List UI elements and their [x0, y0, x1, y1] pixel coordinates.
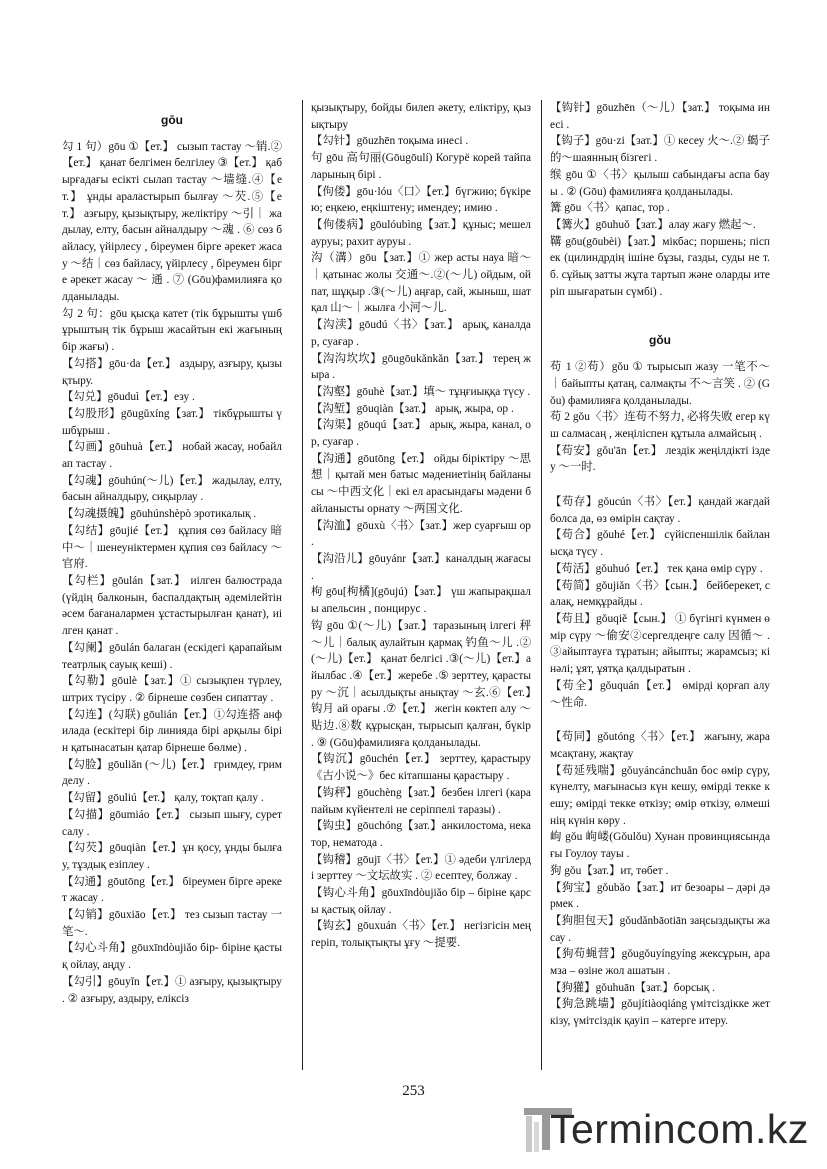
- dictionary-entry: 勾 2 句：gōu қысқа катет (тік бұрышты үшбұрыштың тік бұрыш жасайтын екі жағының бір жағы) .: [62, 307, 282, 354]
- dictionary-entry: 苟 1 ②苟）gǒu ① тырысып жазу 一笔不～｜байыпты қатаң, салмақты 不～言笑 . ② (Gǒu) фамилияға қолданылады.: [550, 361, 770, 407]
- dictionary-entry: 篝 gōu〈书〉қапас, тор .: [550, 202, 670, 215]
- dictionary-entry: 【钩稽】gōujī〈书〉【ет.】① әдеби үлгілерді зерттеу ～文坛故实 . ② есептеу, болжау .: [311, 853, 531, 883]
- dictionary-entry: 枸 gōu[枸橘](gōujú)【зат.】 үш жапырақшалы апельсин , понцирус .: [311, 586, 531, 616]
- termincom-logo[interactable]: [522, 1102, 822, 1160]
- dictionary-entry: 岣 gǒu 岣嵝(Gǒulǒu) Хунан провинциясындағы Гоулоу тауы .: [550, 831, 770, 861]
- dictionary-entry: 【沟通】gōutōng【ет.】 ойды біріктіру ～思想｜қытай мен батыс мәдениетінің байланысы ～中西文化｜екі ел арасындағы мәдени байланысты орнату ～两国文化.: [311, 452, 531, 515]
- dictionary-entry: 勾 1 句）gōu ①【ет.】 сызып тастау ～销.②【ет.】 қанат белгімен белгілеу ③【ет.】 қабырғадағы есікті сылап тастау ～墙缝.④【ет.】 ұнды араластырып былғау ～芡.⑤【ет.】 азғыру, қызықтыру, желіктіру ～引｜ жадылау, елту, басын айналдыру ～魂 . ⑥ сөз байласу, үйірлесу , біреумен бірге әрекет жасау ～结｜сөз байласу, үйірлесу , біреумен бірге әрекет жасау ～ 通 . ⑦ (Gōu)фамилияға қолданылады.: [62, 140, 282, 304]
- dictionary-entry: 【狗胆包天】gǒudǎnbāotiān заңсыздықты жасау .: [550, 914, 770, 944]
- dictionary-entry: 【勾魂摄魄】gōuhúnshèpò эротикалық .: [62, 508, 257, 521]
- dictionary-entry: 【佝偻】gōu·lóu〈口〉【ет.】бүгжию; бүкірею; еңкею, еңкіштену; имендеу; имию .: [311, 185, 531, 215]
- dictionary-entry: 【钩心斗角】gōuxīndòujiǎo бір – біріне қарсы қастық ойлау .: [311, 887, 531, 916]
- dictionary-entry: 【钩沉】gōuchén【ет.】 зерттеу, қарастыру 《古小说～》бес кітапшаны қарастыру .: [311, 753, 531, 783]
- dictionary-entry: 【勾留】gōuliú【ет.】 қалу, тоқтап қалу .: [62, 792, 264, 805]
- dictionary-entry: 【钩玄】gōuxuán〈书〉【ет.】 негізгісін меңгеріп, толықтықты ұғу ～提要.: [311, 920, 531, 950]
- section-heading: gǒu: [649, 333, 671, 348]
- dictionary-entry: 【勾搭】gōu·da【ет.】 аздыру, азғыру, қызықтыру.: [62, 357, 282, 387]
- logo-brand-text: Termincom.kz: [550, 1106, 809, 1152]
- dictionary-entry: 【勾通】gōutōng【ет.】 біреумен бірге әрекет жасау .: [62, 875, 282, 905]
- column-divider: [541, 100, 542, 1070]
- dictionary-entry: 【沟渎】gōudú〈书〉【зат.】 арық, каналдар, суағар .: [311, 319, 531, 348]
- dictionary-entry: 【沟沟坎坎】gōugōukǎnkǎn【зат.】 терең жыра .: [311, 352, 531, 382]
- dictionary-entry: 【苟且】gǒuqiě【сын.】 ① бүгінгі күнмен өмір сүру ～偷安②сергелдеңге салу 因循～ .③айыптауға тұратын; айыпты; жарамсыз; кінәлі; ұят, ұятқа қалдыратын .: [550, 612, 770, 676]
- dictionary-entry: 钩 gōu ①(～儿)【зат.】таразының ілгегі 秤～儿｜балық аулайтын қармақ 钓鱼～儿 .②(～儿)【ет.】 қанат белгісі .③(～儿)【ет.】айылбас .④【ет.】жеребе .⑤ зерттеу, қарастыру ～沉｜асылдықты анықтау ～玄.⑥【ет.】钩月 ай орағы .⑦【ет.】 жегін көктеп алу ～贴边.⑧数 құрысқан, тырысып қалған, бүкір . ⑨ (Gōu)фамилияға қолданылады.: [311, 619, 531, 749]
- dictionary-entry: 【苟全】gǒuquán【ет.】 өмірді қорғап алу ～性命.: [550, 679, 770, 709]
- dictionary-entry: 鞲 gōu(gōubèi)【зат.】мікбас; поршень; піспек (цилиндрдің ішіне бұзы, газды, суды не т. б. сұйық затты жұта тартып және оларды итеріп шығаратын сүмбі) .: [550, 235, 770, 298]
- section-spacer: [550, 711, 770, 729]
- dictionary-entry: 【沟壑】gōuhè【зат.】填～ тұңғиыққа түсу .: [311, 385, 531, 398]
- section-heading: gōu: [161, 113, 183, 127]
- dictionary-entry: 【佝偻病】gōulóubìng【зат.】құныс; мешел ауруы; рахит ауруы .: [311, 218, 531, 248]
- dictionary-entry: 【勾结】gōujié【ет.】 құпия сөз байласу 暗中～｜шенеуніктермен құпия сөз байласу ～官府.: [62, 524, 282, 571]
- dictionary-entry: 【勾勒】gōulè【зат.】① сызықпен түрлеу, штрих түсіру . ② бірнеше сөзбен сипаттау .: [62, 675, 282, 704]
- dictionary-entry: 【勾引】gōuyǐn【ет.】① азғыру, қызықтыру . ② азғыру, аздыру, еліксіз: [62, 975, 282, 1005]
- dictionary-entry: 【勾针】gōuzhēn тоқыма инесі .: [311, 135, 469, 148]
- dictionary-entry: 【勾股形】gōugǔxíng【зат.】 тікбұрышты үшбұрыш .: [62, 407, 282, 437]
- dictionary-entry: 【苟安】gǒu'ān【ет.】 лездік жеңілдікті іздеу ～一时.: [550, 444, 770, 474]
- dictionary-entry: 【勾连】(勾联) gōulián【ет.】①勾连搭 анфилада (ескітері бір линияда бірі арқылы бірін қатынасатын қатар бірнеше бөлме) .: [62, 708, 282, 755]
- dictionary-entry: 【勾画】gōuhuà【ет.】 нобай жасау, нобайлап тастау .: [62, 441, 282, 471]
- dictionary-entry: 【沟洫】gōuxù〈书〉【зат.】жер суарғыш ор .: [311, 519, 531, 549]
- dictionary-entry: 【勾脸】gōuliǎn (～儿)【ет.】 гримдеу, гримделу .: [62, 758, 282, 788]
- dictionary-entry: 【沟堑】gōuqiàn【зат.】 арық, жыра, ор .: [311, 402, 514, 415]
- dictionary-entry: 【勾销】gōuxiāo【ет.】 тез сызып тастау 一笔～.: [62, 909, 282, 938]
- dictionary-entry: 【勾心斗角】gōuxīndòujiǎo бір- біріне қастық ойлау, аңду .: [62, 942, 282, 972]
- dictionary-entry: 【勾魂】gōuhún(～儿)【ет.】 жадылау, елту, басын айналдыру, сиқырлау .: [62, 474, 282, 504]
- dictionary-entry: қызықтыру, бойды билеп әкету, еліктіру, қызықтыру: [311, 102, 531, 131]
- column-middle: [311, 100, 531, 952]
- dictionary-entry: 狗 gǒu【зат.】ит, төбет .: [550, 864, 669, 877]
- dictionary-entry: 【苟存】gǒucún〈书〉【ет.】қандай жағдай болса да, өз өмірін сақтау .: [550, 496, 770, 525]
- dictionary-entry: 苟 2 gǒu〈书〉连苟不努力, 必将失败 егер күш салмасаң , жеңіліспен құтыла алмайсың .: [550, 411, 770, 440]
- dictionary-entry: 句 gōu 高句丽(Gōugōulí) Когурё корей тайпаларының бірі .: [311, 152, 531, 181]
- dictionary-entry: 【苟活】gǒuhuó【ет.】 тек қана өмір сүру .: [550, 562, 763, 575]
- dictionary-entry: 【勾阑】gōulán балаган (ескідегі қарапайым театрлық сауық кеші) .: [62, 641, 282, 671]
- dictionary-entry: 【勾描】gōumiáo【ет.】 сызып шығу, сурет салу .: [62, 808, 282, 838]
- dictionary-entry: 沟（溝）gōu【зат.】① жер асты науа 暗～｜қатынас жолы 交通～.②(～儿) ойдым, ойпат, шұқыр .③(～儿) аңғар, сай, жыныш, шатқал 山～｜жылға 小河～儿.: [311, 252, 531, 315]
- dictionary-entry: 【苟延残喘】gǒuyáncánchuǎn бос өмір сүру, күнелту, мағынасыз күн кешу, өмірді текке кешу; өмірді текке өткізу; өмір өткізу, өлмешінің күнін көру .: [550, 764, 770, 827]
- dictionary-entry: 【苟简】gǒujiǎn〈书〉【сын.】 бейберекет, салақ, немқұрайды .: [550, 579, 770, 609]
- dictionary-entry: 【勾芡】gōuqiàn【ет.】ұн қосу, ұнды былғау, тұздық езіплеу .: [62, 842, 282, 871]
- dictionary-entry: 【苟同】gǒutóng〈书〉【ет.】 жағыну, жарамсақтану, жақтау: [550, 731, 770, 760]
- section-spacer: [550, 476, 770, 494]
- column-left: [62, 100, 282, 1007]
- dictionary-entry: 【沟渠】gōuqú【зат.】 арық, жыра, канал, ор, суағар .: [311, 419, 531, 449]
- dictionary-entry: 缑 gōu ①〈书〉қылыш сабындағы аспа бауы . ② (Gōu) фамилияға қолданылады.: [550, 168, 770, 198]
- dictionary-entry: 【狗獾】gǒuhuān【зат.】борсық .: [550, 981, 715, 994]
- dictionary-entry: 【钩子】gōu·zi【зат.】① кесеу 火～.② 蝎子的～шаянның бізгегі .: [550, 135, 770, 165]
- section-spacer: [550, 300, 770, 318]
- dictionary-entry: 【钩秤】gōuchèng【зат.】безбен ілгегі (карапайым күйентелі не серіппелі таразы) .: [311, 786, 531, 816]
- dictionary-entry: 【狗苟蝇营】gǒugǒuyíngyíng жексұрын, арамза – өзіне жол ашатын .: [550, 948, 770, 978]
- dictionary-entry: 【沟沿儿】gōuyánr【зат.】каналдың жағасы .: [311, 552, 531, 582]
- dictionary-entry: 【篝火】gōuhuǒ【зат.】алау жағу 燃起～.: [550, 218, 756, 231]
- page-number: 253: [402, 1083, 425, 1099]
- dictionary-entry: 【勾兑】gōuduì【ет.】езу .: [62, 391, 195, 404]
- dictionary-entry: 【狗宝】gǒubǎo【зат.】ит безоары – дәрі дәрмек .: [550, 881, 770, 911]
- dictionary-entry: 【狗急跳墙】gǒujítiàoqiáng үмітсіздікке жеткізу, үмітсіздік қауіп – катерге итеру.: [550, 998, 770, 1028]
- dictionary-entry: 【勾栏】gōulán【зат.】 иілген балюстрада (үйдің балконын, баспалдақтың әдемілейтін әсем бағаналармен ұстастырылған қанат), иілген қанат .: [62, 574, 282, 638]
- column-divider: [302, 100, 303, 1070]
- dictionary-entry: 【苟合】gǒuhé【ет.】 сүйіспеншілік байланысқа түсу .: [550, 529, 770, 559]
- dictionary-entry: 【钩针】gōuzhēn（～儿）【зат.】 тоқыма инесі .: [550, 102, 770, 131]
- dictionary-entry: 【钩虫】gōuchóng【зат.】анкилостома, некатор, нематода .: [311, 820, 531, 849]
- column-right: [550, 100, 770, 1030]
